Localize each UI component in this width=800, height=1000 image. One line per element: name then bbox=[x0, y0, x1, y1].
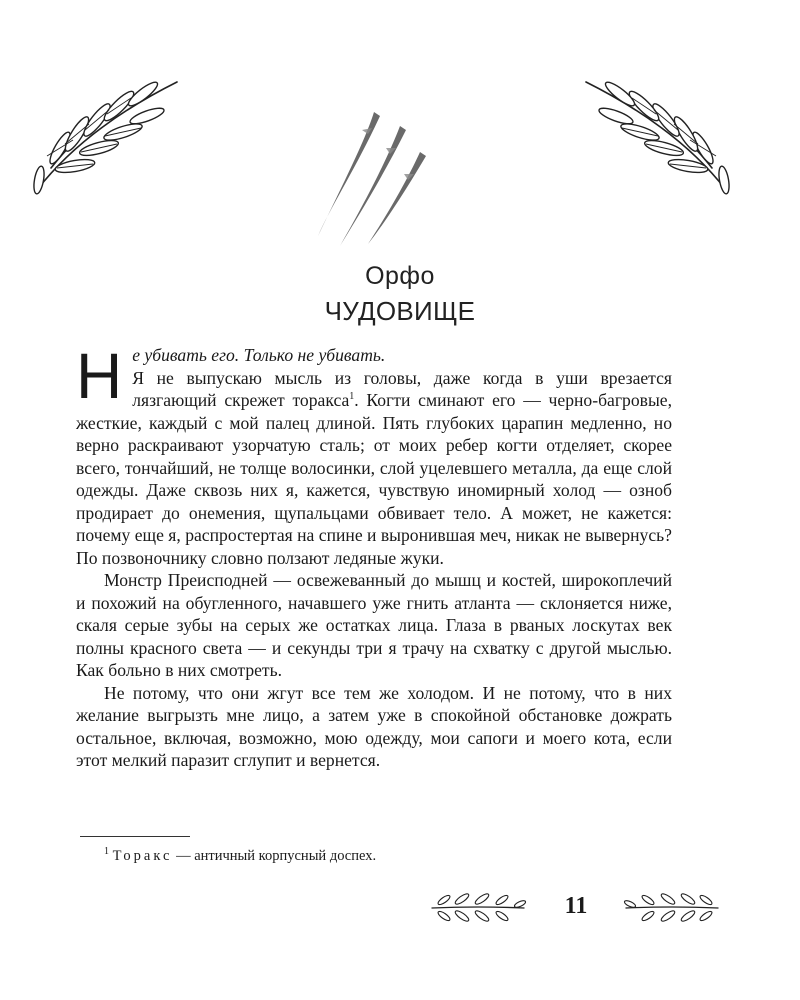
olive-branch-left-icon bbox=[15, 68, 185, 198]
vine-ornament-right-icon bbox=[622, 888, 722, 926]
chapter-name: Орфо bbox=[365, 262, 435, 290]
chapter-title: ЧУДОВИЩЕ bbox=[324, 296, 476, 326]
footnote-term: Торакс bbox=[112, 848, 173, 864]
body-text bbox=[76, 340, 672, 772]
claw-marks-icon bbox=[316, 108, 436, 248]
olive-branch-right-icon bbox=[578, 68, 748, 198]
footnote-reference[interactable]: 1 bbox=[349, 391, 355, 403]
paragraph-2: Монстр Преисподней — освежеванный до мышц и костей, широкоплечий и похожий на обугленного, начавшего уже гнить атланта — склоняется ниже, скаля серые зубы на серых же остатках лица. Глаза в рваных лоскутах век полны красного света — и секунды три я трачу на схватку с другой мыслью. Как больно в них смотреть. bbox=[76, 570, 672, 680]
page-number: 11 bbox=[564, 893, 588, 919]
vine-ornament-left-icon bbox=[428, 888, 528, 926]
footnote-text: — античный корпусный доспех. bbox=[172, 848, 377, 864]
footnote-divider bbox=[80, 836, 190, 837]
paragraph-1-text-a: Я не выпускаю мысль из головы, даже когда в уши врезается лязгающий скрежет торакса bbox=[132, 367, 672, 410]
footnote-marker: 1 bbox=[104, 846, 109, 858]
lead-italic-sentence: е убивать его. Только не убивать. bbox=[132, 345, 386, 365]
paragraph-1 bbox=[76, 340, 672, 569]
footnote bbox=[104, 848, 376, 865]
drop-cap: Н bbox=[76, 340, 123, 412]
paragraph-3: Не потому, что они жгут все тем же холодом. И не потому, что в них желание выгрызть мне лицо, а затем уже в спокойной обстановке дожрать остальное, включая, возможно, мою одежду, мои сапоги и моего кота, если этот мелкий паразит сглупит и вернется. bbox=[76, 682, 672, 770]
paragraph-1-text-b: . Когти сминают его — черно-багровые, жесткие, каждый с мой палец длиной. Пять глубоких царапин медленно, но верно раскраивают узорчатую сталь; от моих ребер когти отделяет, скорее всего, тончайший, не толще волосинки, слой уцелевшего металла, да еще слой одежды. Даже сквозь них я, кажется, чувствую иномирный холод — озноб продирает до онемения, щупальцами обвивает тело. А может, не кажется: почему еще я, распростертая на спине и выронившая меч, никак не вывернусь? По позвоночнику словно ползают ледяные жуки. bbox=[76, 390, 672, 568]
